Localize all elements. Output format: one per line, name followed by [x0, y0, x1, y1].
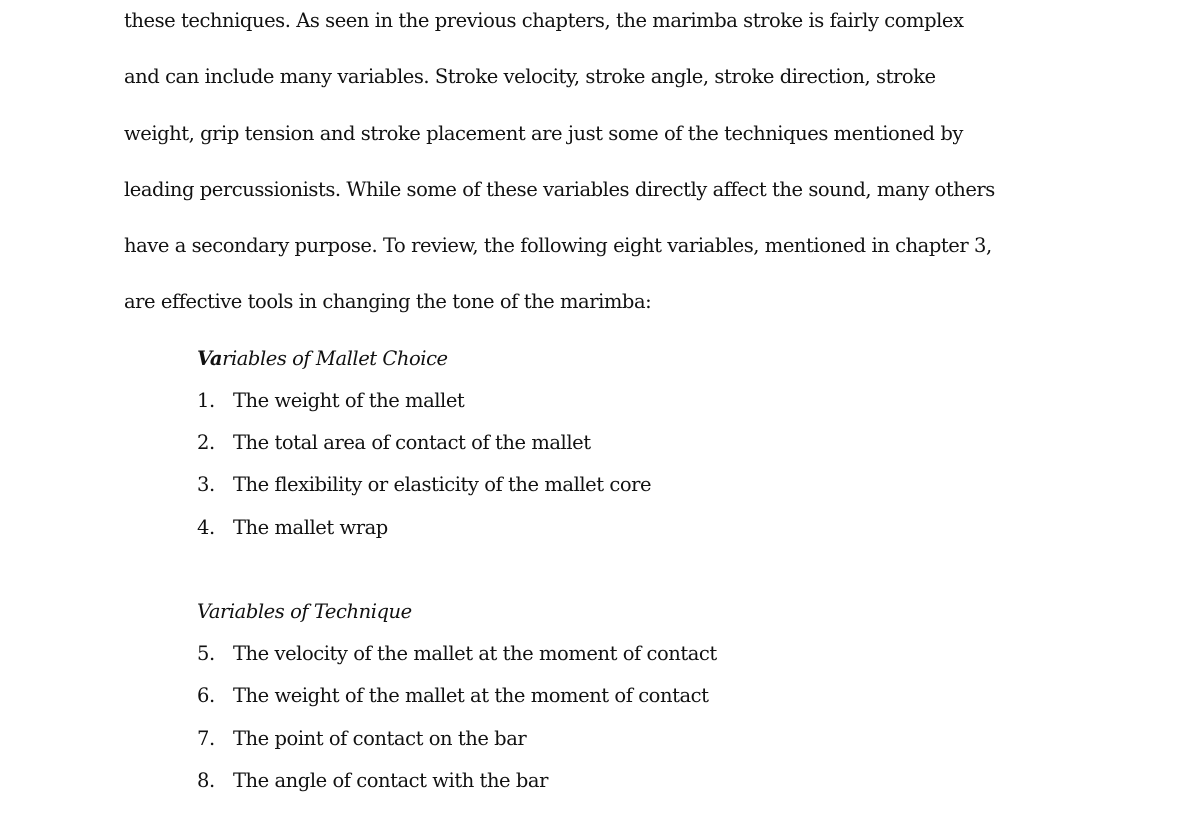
- paragraph-line: these techniques. As seen in the previous chapters, the marimba stroke is fairly complex: [124, 9, 964, 32]
- list-number: 4.: [197, 516, 215, 539]
- paragraph-line: leading percussionists. While some of these variables directly affect the sound, many others: [124, 178, 995, 201]
- list-number: 2.: [197, 431, 215, 454]
- list-number: 7.: [197, 727, 215, 750]
- list-number: 6.: [197, 684, 215, 707]
- list-text: The mallet wrap: [233, 516, 388, 539]
- paragraph-line: and can include many variables. Stroke velocity, stroke angle, stroke direction, stroke: [124, 65, 936, 88]
- list-item: [197, 387, 464, 415]
- heading-rest: riables of Mallet Choice: [222, 347, 448, 370]
- paragraph-line: have a secondary purpose. To review, the following eight variables, mentioned in chapter 3,: [124, 234, 992, 257]
- list-text: The angle of contact with the bar: [233, 769, 548, 792]
- list-number: 3.: [197, 473, 215, 496]
- list-number: 1.: [197, 389, 215, 412]
- list-item: [197, 514, 388, 542]
- list-number: 8.: [197, 769, 215, 792]
- paragraph-line: weight, grip tension and stroke placement are just some of the techniques mentioned by: [124, 122, 963, 145]
- list-item: [197, 429, 591, 457]
- list-text: The point of contact on the bar: [233, 727, 527, 750]
- list-text: The weight of the mallet at the moment of contact: [233, 684, 709, 707]
- list-number: 5.: [197, 642, 215, 665]
- heading-bold-fragment: Va: [197, 347, 223, 370]
- list-item: [197, 640, 717, 668]
- list-item: [197, 471, 651, 499]
- list-text: The weight of the mallet: [233, 389, 465, 412]
- list-text: The velocity of the mallet at the moment of contact: [233, 642, 717, 665]
- paragraph-line: are effective tools in changing the tone of the marimba:: [124, 290, 652, 313]
- mallet-choice-heading: [197, 345, 448, 373]
- list-item: [197, 725, 526, 753]
- technique-heading: [197, 598, 412, 626]
- list-item: [197, 682, 709, 710]
- heading-rest: Variables of Technique: [197, 600, 412, 623]
- list-text: The flexibility or elasticity of the mallet core: [233, 473, 652, 496]
- list-text: The total area of contact of the mallet: [233, 431, 591, 454]
- list-item: [197, 767, 548, 795]
